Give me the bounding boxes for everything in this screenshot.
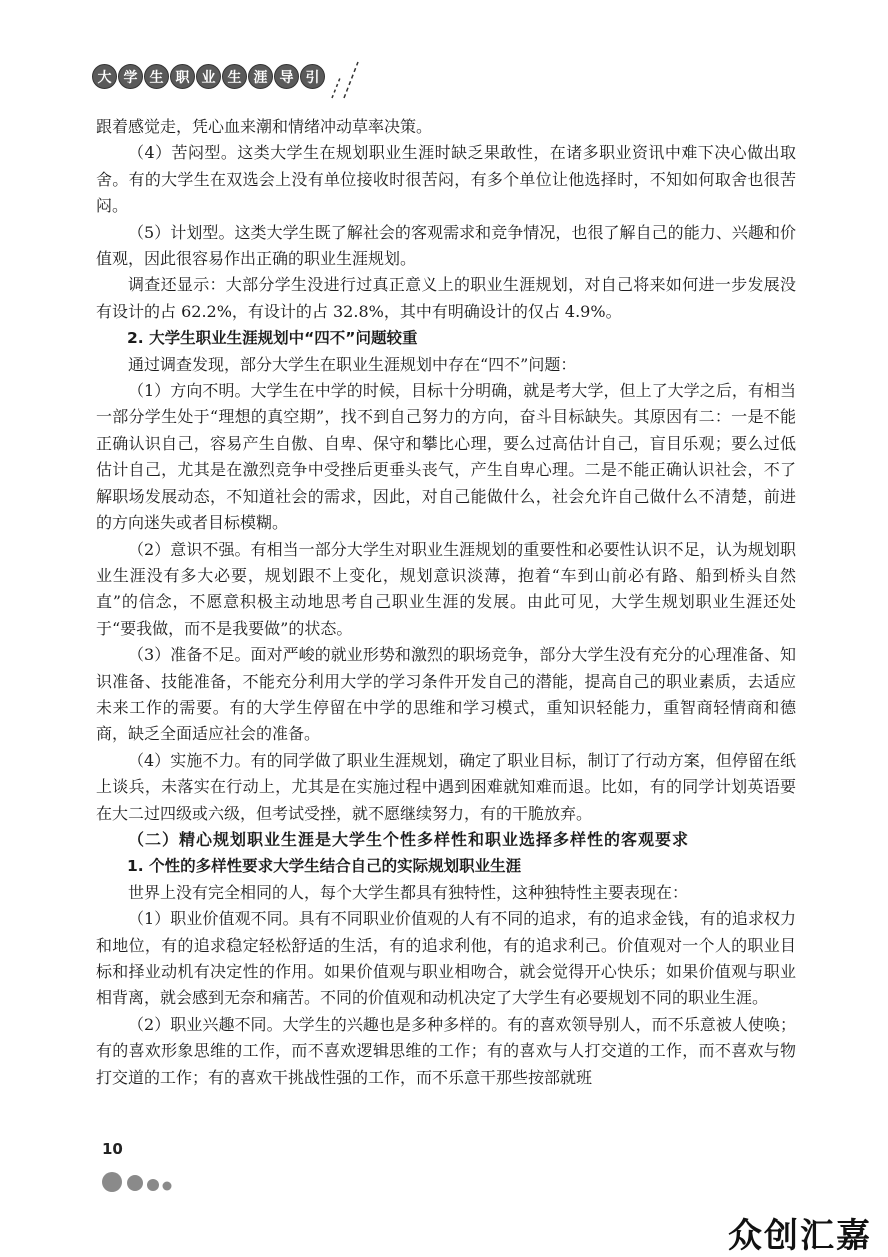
subsection-heading: 2. 大学生职业生涯规划中“四不”问题较重 bbox=[127, 329, 418, 348]
book-title-char: 业 bbox=[196, 64, 221, 89]
paragraph: （4）苦闷型。这类大学生在规划职业生涯时缺乏果敢性，在诸多职业资讯中难下决心做出取舍。有的大学生在双选会上没有单位接收时很苦闷，有多个单位让他选择时，不知如何取舍也很苦闷。 bbox=[96, 143, 796, 216]
book-title-char: 生 bbox=[144, 64, 169, 89]
paragraph: （5）计划型。这类大学生既了解社会的客观需求和竞争情况，也很了解自己的能力、兴趣和价值观，因此很容易作出正确的职业生涯规划。 bbox=[96, 222, 796, 269]
paragraph: （2）意识不强。有相当一部分大学生对职业生涯规划的重要性和必要性认识不足，认为规划职业生涯没有多大必要，规划跟不上变化，规划意识淡薄，抱着“车到山前必有路、船到桥头自然直”的信念，不愿意积极主动地思考自己职业生涯的发展。由此可见，大学生规划职业生涯还处于“要我做，而不是我要做”的状态。 bbox=[96, 539, 796, 638]
watermark-logo: 众创汇嘉 bbox=[728, 1216, 872, 1256]
book-title-char: 涯 bbox=[248, 64, 273, 89]
paragraph: （1）职业价值观不同。具有不同职业价值观的人有不同的追求，有的追求金钱，有的追求权力和地位，有的追求稳定轻松舒适的生活，有的追求利他，有的追求利己。价值观对一个人的职业目标和择业动机有决定性的作用。如果价值观与职业相吻合，就会觉得开心快乐；如果价值观与职业相背离，就会感到无奈和痛苦。不同的价值观和动机决定了大学生有必要规划不同的职业生涯。 bbox=[96, 909, 796, 1008]
paragraph: 通过调查发现，部分大学生在职业生涯规划中存在“四不”问题： bbox=[128, 354, 577, 374]
paragraph: （4）实施不力。有的同学做了职业生涯规划，确定了职业目标，制订了行动方案，但停留在纸上谈兵，未落实在行动上，尤其是在实施过程中遇到困难就知难而退。比如，有的同学计划英语要在大二过四级或六级，但考试受挫，就不愿继续努力，有的干脆放弃。 bbox=[96, 750, 796, 823]
page-body bbox=[96, 114, 796, 1091]
page-number: 10 bbox=[102, 1140, 123, 1158]
running-header bbox=[92, 64, 392, 104]
paragraph: 跟着感觉走，凭心血来潮和情绪冲动草率决策。 bbox=[96, 117, 433, 136]
book-title-char: 生 bbox=[222, 64, 247, 89]
footer-dots-decoration bbox=[100, 1170, 190, 1200]
paragraph: （2）职业兴趣不同。大学生的兴趣也是多种多样的。有的喜欢领导别人，而不乐意被人使唤；有的喜欢形象思维的工作，而不喜欢逻辑思维的工作；有的喜欢与人打交道的工作，而不喜欢与物打交道的工作；有的喜欢干挑战性强的工作，而不乐意干那些按部就班 bbox=[96, 1014, 796, 1087]
paragraph: （1）方向不明。大学生在中学的时候，目标十分明确，就是考大学，但上了大学之后，有相当一部分学生处于“理想的真空期”，找不到自己努力的方向，奋斗目标缺失。其原因有二：一是不能正确认识自己，容易产生自傲、自卑、保守和攀比心理，要么过高估计自己，盲目乐观；要么过低估计自己，尤其是在激烈竞争中受挫后更垂头丧气，产生自卑心理。二是不能正确认识社会，不了解职场发展动态，不知道社会的需求，因此，对自己能做什么，社会允许自己做什么不清楚，前进的方向迷失或者目标模糊。 bbox=[96, 381, 796, 533]
book-title-char: 引 bbox=[300, 64, 325, 89]
book-title-char: 大 bbox=[92, 64, 117, 89]
paragraph: 调查还显示：大部分学生没进行过真正意义上的职业生涯规划，对自己将来如何进一步发展没有设计的占 62.2%，有设计的占 32.8%，其中有明确设计的仅占 4.9%。 bbox=[96, 275, 796, 321]
header-slash-decoration bbox=[330, 58, 360, 102]
section-heading: （二）精心规划职业生涯是大学生个性多样性和职业选择多样性的客观要求 bbox=[128, 829, 690, 849]
paragraph: （3）准备不足。面对严峻的就业形势和激烈的职场竞争，部分大学生没有充分的心理准备、知识准备、技能准备，不能充分利用大学的学习条件开发自己的潜能，提高自己的职业素质，去适应未来工作的需要。有的大学生停留在中学的思维和学习模式，重知识轻能力，重智商轻情商和德商，缺乏全面适应社会的准备。 bbox=[96, 645, 796, 744]
book-title-char: 导 bbox=[274, 64, 299, 89]
subsection-heading: 1. 个性的多样性要求大学生结合自己的实际规划职业生涯 bbox=[127, 857, 522, 876]
paragraph: 世界上没有完全相同的人，每个大学生都具有独特性，这种独特性主要表现在： bbox=[128, 882, 689, 902]
book-title-char: 职 bbox=[170, 64, 195, 89]
book-title-char: 学 bbox=[118, 64, 143, 89]
